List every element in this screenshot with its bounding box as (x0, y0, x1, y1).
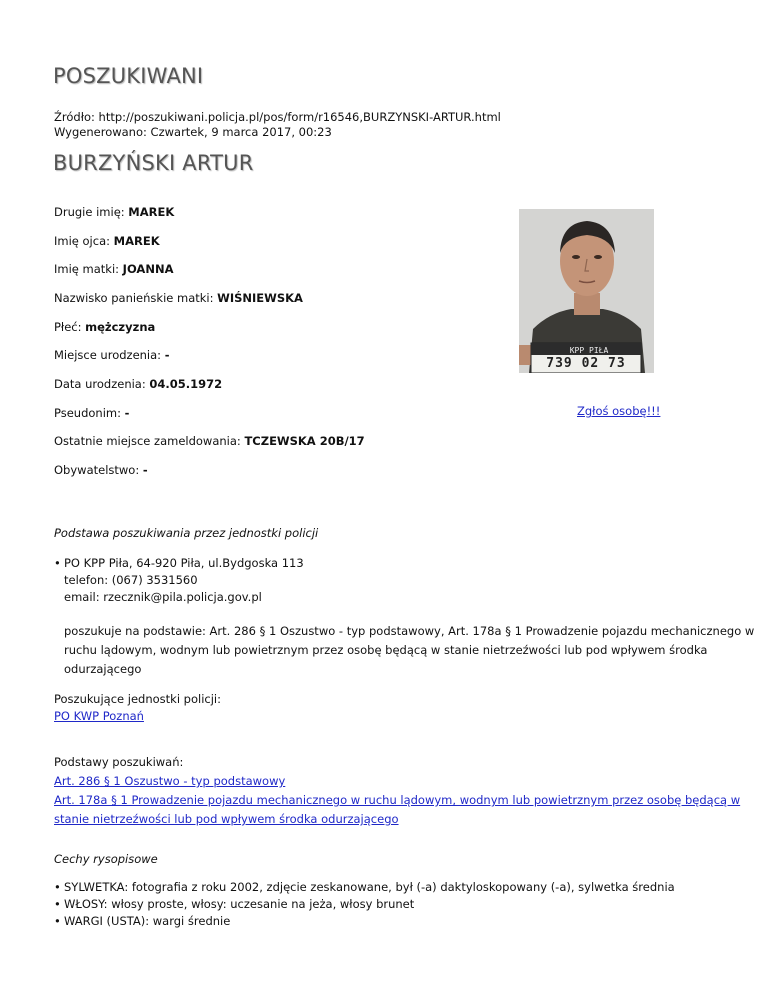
search-basis-text: poszukuje na podstawie: Art. 286 § 1 Oszustwo - typ podstawowy, Art. 178a § 1 Prowadzenie pojazdu mechanicznego w ruchu lądowym, wodnym lub powietrznym przez osobę będącą w stanie nietrzeźwości lub pod wpływem środka odurzającego (64, 624, 755, 676)
site-title: POSZUKIWANI (53, 64, 204, 88)
field-nickname: Pseudonim: - (54, 406, 130, 420)
generated-value: Czwartek, 9 marca 2017, 00:23 (150, 125, 332, 139)
list-item: • WARGI (USTA): wargi średnie (54, 913, 675, 930)
generated-line (54, 125, 332, 140)
unit-phone: telefon: (067) 3531560 (64, 573, 198, 587)
source-line (54, 110, 501, 125)
field-last-residence: Ostatnie miejsce zameldowania: TCZEWSKA 20B/17 (54, 434, 365, 448)
field-mother-name: Imię matki: JOANNA (54, 262, 174, 276)
basis-section-title: Podstawa poszukiwania przez jednostki policji (54, 526, 319, 540)
person-name: BURZYŃSKI ARTUR (53, 151, 254, 175)
unit-address: • PO KPP Piła, 64-920 Piła, ul.Bydgoska 113 (64, 556, 304, 570)
placard-top-text: KPP PIŁA (569, 346, 609, 355)
placard-number-text: 739 02 73 (546, 356, 626, 371)
report-person-link[interactable]: Zgłoś osobę!!! (577, 404, 661, 418)
ground-link-art-178a-line2[interactable]: stanie nietrzeźwości lub pod wpływem środka odurzającego (54, 812, 399, 826)
search-grounds (54, 753, 740, 829)
field-birth-place: Miejsce urodzenia: - (54, 348, 170, 362)
source-label: Źródło: (54, 110, 95, 124)
searching-units (54, 691, 221, 725)
police-unit-item (54, 555, 768, 606)
field-mother-maiden-name: Nazwisko panieńskie matki: WIŚNIEWSKA (54, 291, 303, 305)
searching-units-label: Poszukujące jednostki policji: (54, 692, 221, 706)
description-section-title: Cechy rysopisowe (54, 852, 158, 866)
search-grounds-label: Podstawy poszukiwań: (54, 755, 184, 769)
field-birth-date: Data urodzenia: 04.05.1972 (54, 377, 223, 391)
generated-label: Wygenerowano: (54, 125, 147, 139)
unit-email: email: rzecznik@pila.policja.gov.pl (64, 590, 262, 604)
person-photo (519, 209, 654, 373)
field-second-name: Drugie imię: MAREK (54, 205, 175, 219)
searching-unit-link[interactable]: PO KWP Poznań (54, 709, 144, 723)
source-url: http://poszukiwani.policja.pl/pos/form/r16546,BURZYNSKI-ARTUR.html (98, 110, 501, 124)
list-item: • SYLWETKA: fotografia z roku 2002, zdjęcie zeskanowane, był (-a) daktyloskopowany (-a), sylwetka średnia (54, 879, 675, 896)
field-father-name: Imię ojca: MAREK (54, 234, 160, 248)
ground-link-art-286[interactable]: Art. 286 § 1 Oszustwo - typ podstawowy (54, 774, 286, 788)
field-citizenship: Obywatelstwo: - (54, 463, 148, 477)
field-sex: Płeć: mężczyzna (54, 320, 156, 334)
description-list (54, 879, 675, 930)
ground-link-art-178a-line1[interactable]: Art. 178a § 1 Prowadzenie pojazdu mechanicznego w ruchu lądowym, wodnym lub powietrznym przez osobę będącą w (54, 793, 741, 807)
list-item: • WŁOSY: włosy proste, włosy: uczesanie na jeża, włosy brunet (54, 896, 675, 913)
